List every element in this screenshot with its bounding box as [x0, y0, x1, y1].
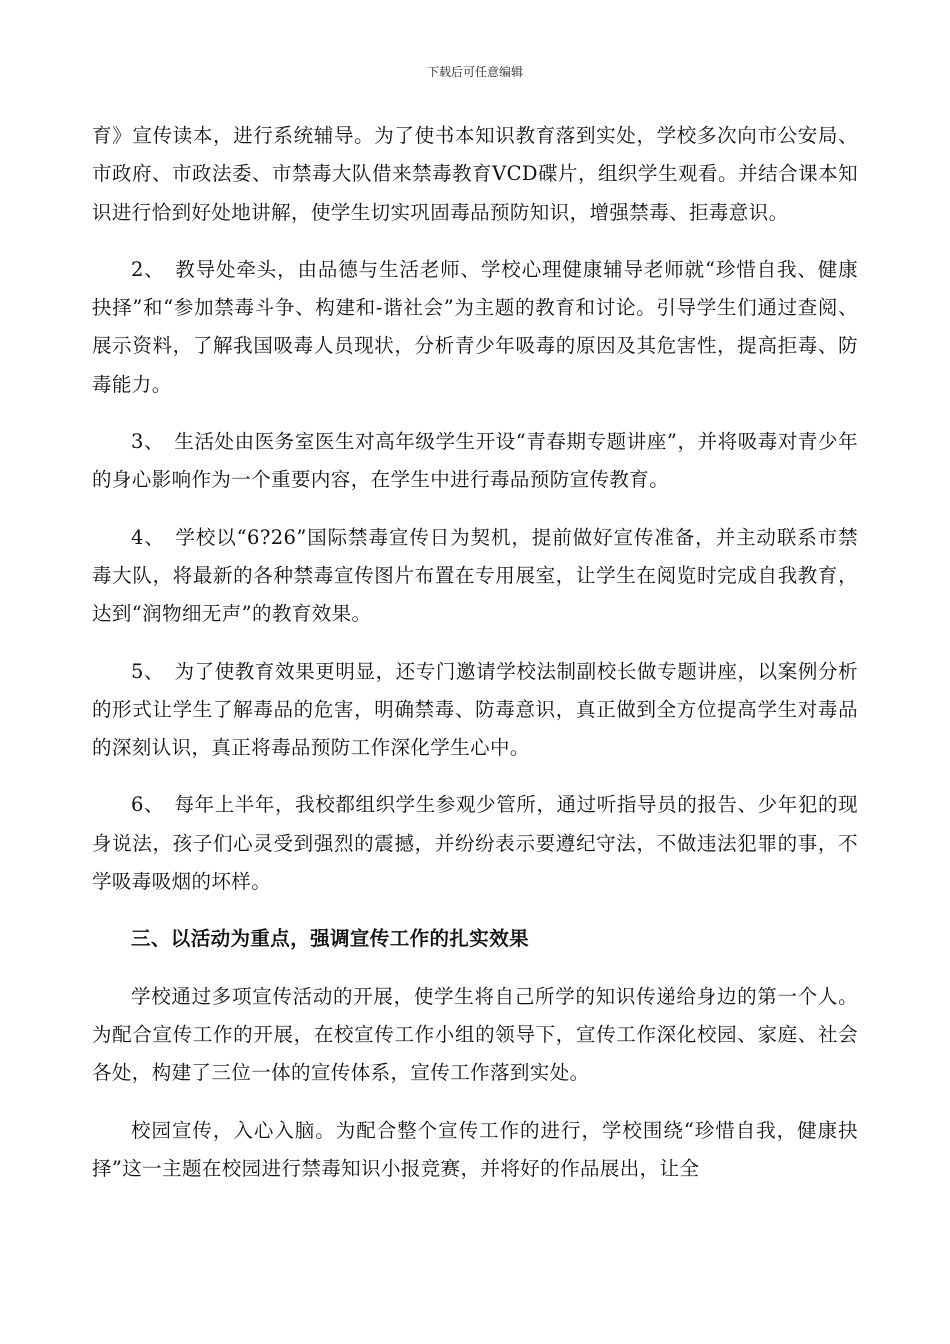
paragraph-campus-publicity: 校园宣传，入心入脑。为配合整个宣传工作的进行，学校围绕“珍惜自我，健康抉择”这一主题在校园进行禁毒知识小报竞赛，并将好的作品展出，让全 [92, 1118, 858, 1180]
paragraph-item-6: 6、 每年上半年，我校都组织学生参观少管所，通过听指导员的报告、少年犯的现身说法，孩子们心灵受到强烈的震撼，并纷纷表示要遵纪守法，不做违法犯罪的事，不学吸毒吸烟的坏样。 [92, 793, 858, 894]
section-heading: 三、以活动为重点，强调宣传工作的扎实效果 [131, 927, 530, 951]
paragraph-item-4: 4、 学校以“6?26”国际禁毒宣传日为契机，提前做好宣传准备，并主动联系市禁毒大队，将最新的各种禁毒宣传图片布置在专用展室，让学生在阅览时完成自我教育，达到“润物细无声”的教育效果。 [92, 525, 858, 626]
paragraph-item-2: 2、 教导处牵头，由品德与生活老师、学校心理健康辅导老师就“珍惜自我、健康抉择”和“参加禁毒斗争、构建和-谐社会”为主题的教育和讨论。引导学生们通过查阅、展示资料，了解我国吸毒人员现状，分析青少年吸毒的原因及其危害性，提高拒毒、防毒能力。 [92, 257, 858, 396]
paragraph-section-intro: 学校通过多项宣传活动的开展，使学生将自己所学的知识传递给身边的第一个人。为配合宣传工作的开展，在校宣传工作小组的领导下，宣传工作深化校园、家庭、社会各处，构建了三位一体的宣传体系，宣传工作落到实处。 [92, 984, 858, 1085]
document-body [92, 117, 858, 1207]
paragraph-item-5: 5、 为了使教育效果更明显，还专门邀请学校法制副校长做专题讲座，以案例分析的形式让学生了解毒品的危害，明确禁毒、防毒意识，真正做到全方位提高学生对毒品的深刻认识，真正将毒品预防工作深化学生心中。 [92, 659, 858, 760]
paragraph-continuation: 育》宣传读本，进行系统辅导。为了使书本知识教育落到实处，学校多次向市公安局、市政府、市政法委、市禁毒大队借来禁毒教育VCD碟片，组织学生观看。并结合课本知识进行恰到好处地讲解，使学生切实巩固毒品预防知识，增强禁毒、拒毒意识。 [92, 124, 858, 224]
page-header-note: 下载后可任意编辑 [426, 65, 523, 79]
paragraph-item-3: 3、 生活处由医务室医生对高年级学生开设“青春期专题讲座”，并将吸毒对青少年的身心影响作为一个重要内容，在学生中进行毒品预防宣传教育。 [92, 430, 858, 492]
